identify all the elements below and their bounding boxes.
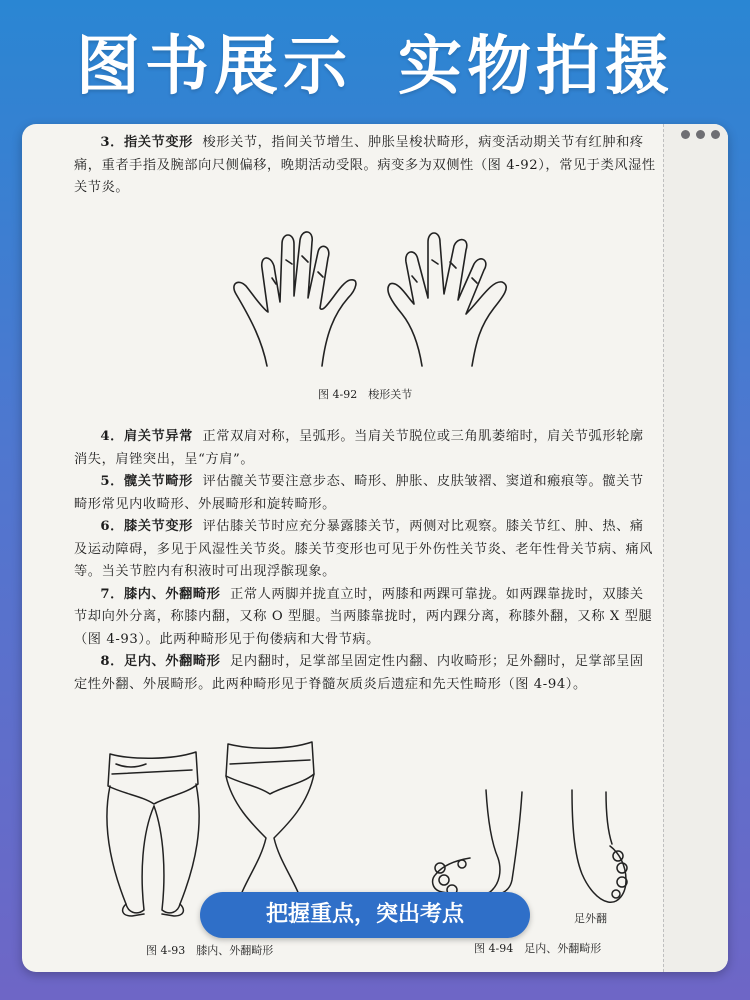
para-6-body: 评估膝关节时应充分暴露膝关节，两侧对比观察。膝关节红、肿、热、痛及运动障碍，多见于风湿性关节炎。膝关节变形也可见于外伤性关节炎、老年性骨关节病、痛风等。当关节腔内有积液时可出现浮髌现象。	[74, 519, 654, 579]
highlight-pill: 把握重点，突出考点	[200, 892, 530, 938]
para-5-body: 评估髋关节要注意步态、畸形、肿胀、皮肤皱褶、窦道和瘢痕等。髋关节畸形常见内收畸形、外展畸形和旋转畸形。	[74, 474, 644, 512]
para-8-head: 8．足内、外翻畸形	[100, 654, 221, 669]
figure-4-93-caption: 图 4-93 膝内、外翻畸形	[146, 944, 274, 957]
para-3	[74, 132, 656, 200]
para-8-body: 足内翻时，足掌部呈固定性内翻、内收畸形；足外翻时，足掌部呈固定性外翻、外展畸形。此两种畸形见于脊髓灰质炎后遗症和先天性畸形（图 4-94）。	[74, 654, 644, 692]
para-3-body: 梭形关节，指间关节增生、肿胀呈梭状畸形，病变活动期关节有红肿和疼痛，重者手指及腕部向尺侧偏移，晚期活动受限。病变多为双侧性（图 4-92），常见于类风湿性关节炎。	[74, 135, 656, 195]
para-5-head: 5．髋关节畸形	[100, 474, 193, 489]
para-group	[74, 426, 656, 696]
book-page	[22, 124, 728, 972]
fusiform-joint-hands-illustration	[222, 216, 522, 376]
banner-title	[0, 22, 750, 112]
figure-4-94-caption: 图 4-94 足内、外翻畸形	[474, 942, 602, 955]
para-7-head: 7．膝内、外翻畸形	[100, 586, 221, 602]
banner-title-left: 图书展示	[76, 30, 352, 104]
para-6-head: 6．膝关节变形	[100, 519, 193, 534]
banner-title-right: 实物拍摄	[398, 30, 674, 104]
figure-4-92-caption: 图 4-92 梭形关节	[318, 388, 413, 401]
para-4-body: 正常双肩对称，呈弧形。当肩关节脱位或三角肌萎缩时，肩关节弧形轮廓消失，肩锉突出，呈“方肩”。	[74, 429, 644, 467]
para-7-body: 正常人两脚并拢直立时，两膝和两踝可靠拢。如两踝靠拢时，双膝关节却向外分离，称膝内翻，又称 O 型腿。当两膝靠拢时，两内踝分离，称膝外翻，又称 X 型腿（图 4-93）。此两种畸形见于佝偻病和大骨节病。	[74, 586, 653, 647]
para-3-head: 3．指关节变形	[100, 135, 193, 150]
page-edge	[663, 124, 728, 972]
foot-eversion-label: 足外翻	[574, 912, 607, 925]
para-4-head: 4．肩关节异常	[100, 429, 193, 444]
page-dots	[675, 124, 720, 143]
